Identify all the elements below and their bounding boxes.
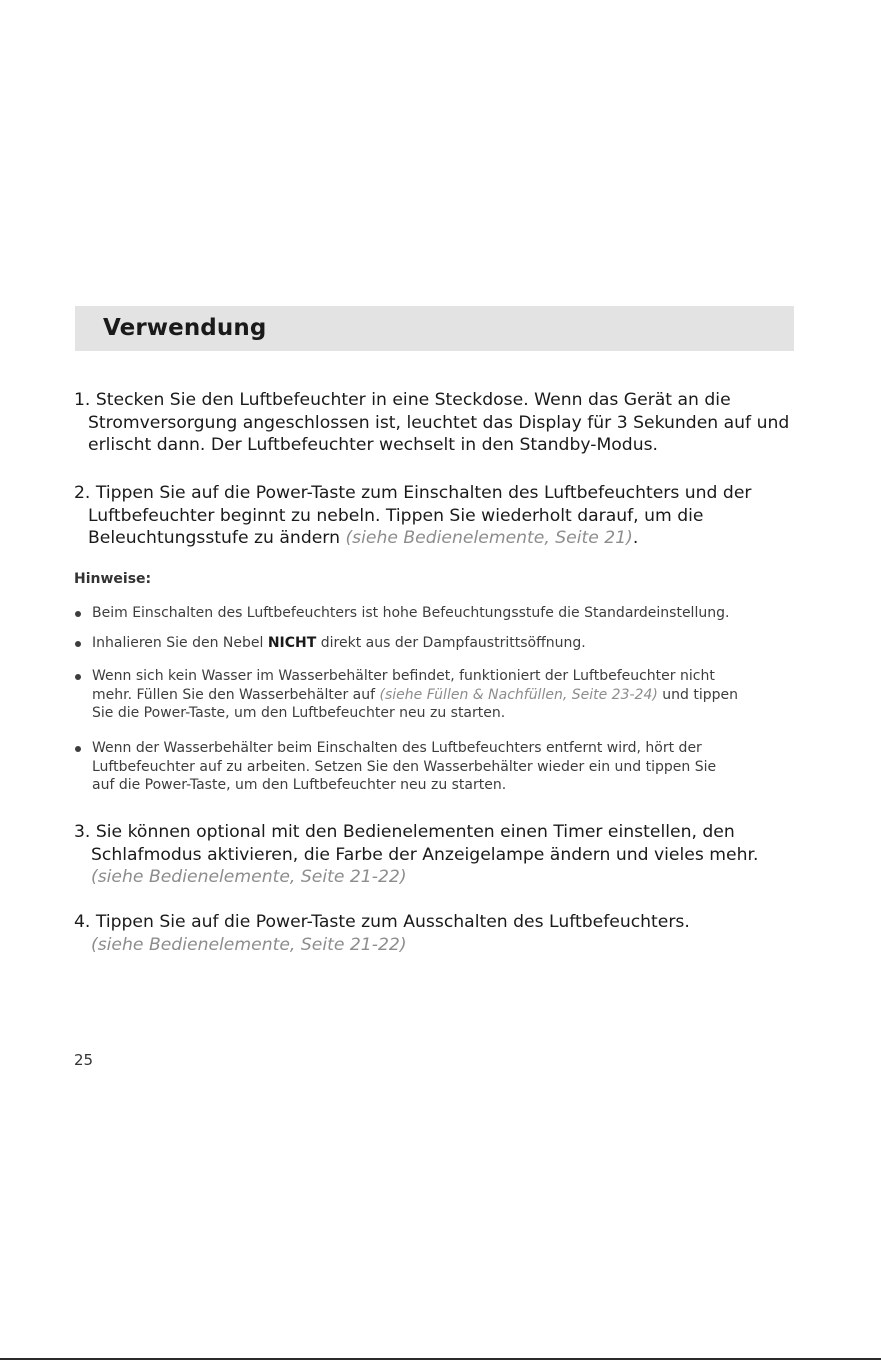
note-3-line-2-pre: mehr. Füllen Sie den Wasserbehälter auf — [92, 686, 380, 703]
note-4-line-3: auf die Power-Taste, um den Luftbefeuchter neu zu starten. — [92, 777, 507, 794]
step-2-reference-suffix: . — [632, 528, 639, 548]
note-2-text-post: direkt aus der Dampfaustrittsöffnung. — [316, 635, 586, 651]
note-4-line-2: Luftbefeuchter auf zu arbeiten. Setzen Sie den Wasserbehälter wieder ein und tippen Sie — [92, 758, 717, 775]
note-2-text — [92, 634, 586, 653]
note-3-reference: (siehe Füllen & Nachfüllen, Seite 23-24) — [379, 686, 658, 703]
step-3-reference: (siehe Bedienelemente, Seite 21-22) — [91, 867, 407, 887]
step-3-line-1: 3. Sie können optional mit den Bedienelementen einen Timer einstellen, den — [74, 822, 735, 842]
section-title: Verwendung — [103, 315, 267, 341]
bullet-icon — [75, 746, 81, 752]
note-2-text-pre: Inhalieren Sie den Nebel — [92, 635, 268, 651]
step-2-line-1: 2. Tippen Sie auf die Power-Taste zum Einschalten des Luftbefeuchters und der — [74, 483, 752, 503]
section-header-bar — [75, 306, 794, 351]
bottom-divider — [0, 1358, 881, 1360]
note-3-line-2 — [92, 686, 738, 705]
step-2-line-3 — [74, 527, 751, 550]
step-2-line-2: Luftbefeuchter beginnt zu nebeln. Tippen Sie wiederholt darauf, um die — [88, 505, 704, 526]
note-3-line-3: Sie die Power-Taste, um den Luftbefeuchter neu zu starten. — [92, 705, 506, 722]
note-1 — [92, 604, 729, 623]
step-1 — [74, 389, 789, 457]
note-3 — [92, 667, 738, 723]
step-3-line-2: Schlafmodus aktivieren, die Farbe der Anzeigelampe ändern und vieles mehr. — [91, 844, 759, 865]
step-2-reference: (siehe Bedienelemente, Seite 21) — [345, 528, 633, 548]
note-4 — [92, 739, 716, 795]
note-4-line-1: Wenn der Wasserbehälter beim Einschalten des Luftbefeuchters entfernt wird, hört der — [92, 740, 702, 756]
bullet-icon — [75, 641, 81, 647]
note-1-text: Beim Einschalten des Luftbefeuchters ist hohe Befeuchtungsstufe die Standardeinstellung. — [92, 605, 730, 621]
note-3-line-1: Wenn sich kein Wasser im Wasserbehälter befindet, funktioniert der Luftbefeuchter nicht — [92, 668, 715, 684]
step-2-line-3-text: Beleuchtungsstufe zu ändern — [88, 528, 346, 548]
note-2 — [92, 634, 586, 653]
step-2 — [74, 482, 751, 550]
step-4 — [74, 911, 690, 956]
step-1-line-2: Stromversorgung angeschlossen ist, leuchtet das Display für 3 Sekunden auf und — [88, 412, 790, 433]
step-1-line-3: erlischt dann. Der Luftbefeuchter wechselt in den Standby-Modus. — [88, 435, 659, 455]
note-2-emphasis: NICHT — [267, 635, 317, 651]
page-number: 25 — [74, 1051, 94, 1069]
step-4-reference: (siehe Bedienelemente, Seite 21-22) — [91, 934, 407, 955]
bullet-icon — [75, 611, 81, 617]
step-4-line-1: 4. Tippen Sie auf die Power-Taste zum Ausschalten des Luftbefeuchters. — [74, 912, 690, 932]
step-1-line-1: 1. Stecken Sie den Luftbefeuchter in eine Steckdose. Wenn das Gerät an die — [74, 390, 731, 410]
step-3 — [74, 821, 758, 889]
bullet-icon — [75, 674, 81, 680]
note-3-line-2-post: und tippen — [657, 686, 738, 703]
notes-heading: Hinweise: — [74, 571, 152, 587]
